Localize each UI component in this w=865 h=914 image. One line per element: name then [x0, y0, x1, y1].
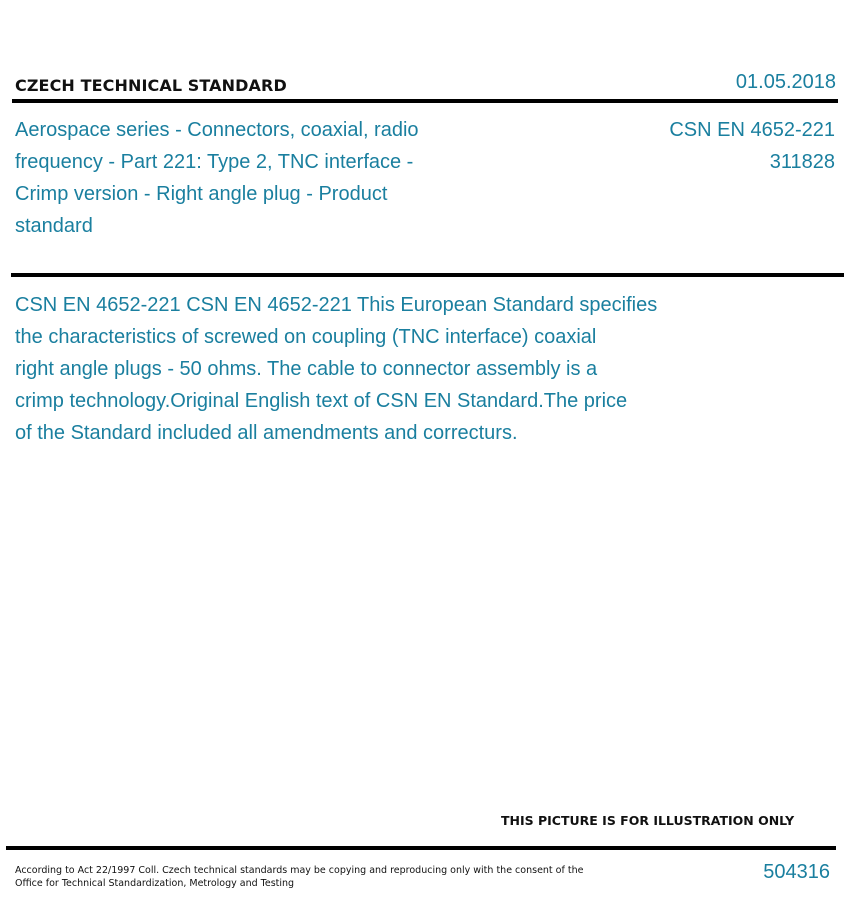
document-type-heading: CZECH TECHNICAL STANDARD	[15, 76, 287, 95]
standard-abstract: CSN EN 4652-221 CSN EN 4652-221 This European Standard specifies the characteristics of screwed on coupling (TNC interface) coaxial right angle plugs - 50 ohms. The cable to connector assembly is a crimp technology.Original English text of CSN EN Standard.The price of the Standard included all amendments and correcturs.	[15, 294, 658, 444]
standard-designation: CSN EN 4652-221	[669, 119, 835, 141]
product-number: 504316	[763, 861, 830, 883]
standard-title: Aerospace series - Connectors, coaxial, radio frequency - Part 221: Type 2, TNC interface - Crimp version - Right angle plug - Product standard	[15, 119, 419, 237]
middle-divider	[11, 273, 844, 277]
standard-code-block	[669, 114, 835, 178]
top-divider	[12, 99, 838, 103]
catalog-number: 311828	[769, 151, 835, 173]
legal-notice: According to Act 22/1997 Coll. Czech technical standards may be copying and reproducing only with the consent of the Office for Technical Standardization, Metrology and Testing	[15, 865, 584, 889]
bottom-divider	[6, 846, 836, 850]
publication-date: 01.05.2018	[735, 71, 836, 93]
illustration-note: THIS PICTURE IS FOR ILLUSTRATION ONLY	[501, 813, 795, 828]
